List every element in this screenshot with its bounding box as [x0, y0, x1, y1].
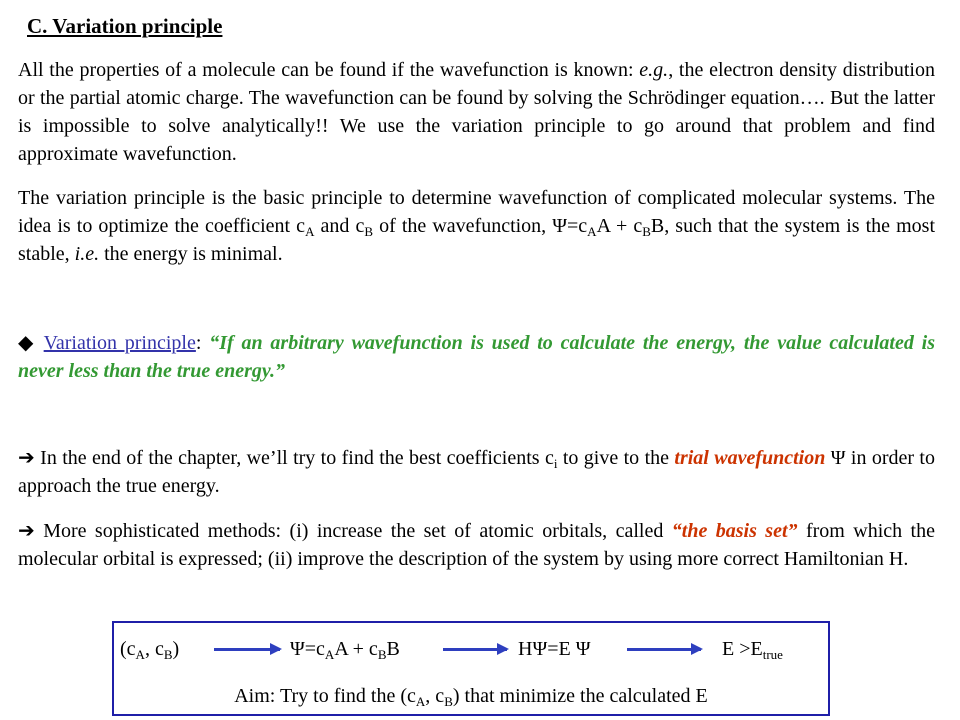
- schrodinger-step: HΨ=E Ψ: [518, 638, 591, 660]
- principle-quote: “If an arbitrary wavefunction is used to calculate the energy, the value calculated is never less than the true energy.”: [18, 332, 936, 382]
- step2-c: B: [386, 638, 400, 660]
- desc-text-d: A + c: [596, 215, 643, 237]
- aim-a: Aim: Try to find the (c: [234, 685, 416, 707]
- step2-sub-b: B: [377, 647, 387, 662]
- desc-sub-a: A: [305, 224, 315, 239]
- step2-a: Ψ=c: [290, 638, 325, 660]
- principle-term: Variation principle: [43, 332, 196, 354]
- aim-statement: [112, 683, 830, 709]
- diamond-bullet-icon: ◆: [18, 332, 37, 354]
- step1-a: (c: [120, 638, 136, 660]
- variation-principle-statement: [18, 329, 935, 385]
- trial-text-b: to give to the: [557, 447, 675, 469]
- desc-ie: i.e.: [74, 243, 100, 265]
- aim-b: , c: [425, 685, 445, 707]
- aim-sub-a: A: [415, 694, 426, 709]
- right-arrow-icon: ➔: [18, 447, 35, 469]
- desc-text-b: and c: [314, 215, 365, 237]
- desc-text-c: of the wavefunction, Ψ=c: [373, 215, 588, 237]
- trial-text-a: In the end of the chapter, we’ll try to find the best coefficients c: [34, 447, 554, 469]
- step2-sub-a: A: [324, 647, 335, 662]
- flow-arrow-2: [443, 648, 507, 651]
- step1-sub-a: A: [135, 647, 145, 662]
- desc-sub-d: B: [642, 224, 651, 239]
- intro-eg: e.g.: [639, 59, 669, 81]
- step1-b: , c: [144, 638, 164, 660]
- basis-set-term: “the basis set”: [671, 520, 798, 542]
- desc-text-f: the energy is minimal.: [99, 243, 283, 265]
- methods-text-b: from which the molecular orbital is expressed; (ii) improve the description of the system by using more correct Hamiltonian H.: [18, 520, 935, 570]
- desc-text-e: B, such that the system is the most stable,: [18, 215, 936, 265]
- desc-sub-c: A: [587, 224, 597, 239]
- desc-sub-b: B: [364, 224, 374, 239]
- intro-text-1: All the properties of a molecule can be found if the wavefunction is known:: [18, 59, 640, 81]
- section-title: C. Variation principle: [27, 14, 223, 38]
- aim-c: ) that minimize the calculated E: [452, 685, 708, 707]
- step1-c: ): [172, 638, 180, 660]
- step1-sub-b: B: [163, 647, 173, 662]
- intro-text-2: , the electron density distribution or the partial atomic charge. The wavefunction can be found by solving the Schrödinger equation…. But the latter is impossible to solve analytically!! We use the variation principle to go around that problem and find approximate wavefunction.: [18, 59, 935, 165]
- methods-text-a: More sophisticated methods: (i) increase the set of atomic orbitals, called: [34, 520, 672, 542]
- coefficients-step: [120, 636, 179, 662]
- variation-description-paragraph: [18, 184, 935, 268]
- wavefunction-step: [290, 636, 400, 662]
- flow-arrow-3: [627, 648, 701, 651]
- sophisticated-methods-paragraph: [18, 517, 935, 573]
- desc-text-a: The variation principle is the basic principle to determine wavefunction of complicated molecular systems. The idea is to optimize the coefficient c: [18, 187, 935, 237]
- step4-sub-true: true: [762, 647, 783, 662]
- trial-sub-i: i: [553, 456, 558, 471]
- step4-a: E >E: [722, 638, 763, 660]
- intro-paragraph: [18, 56, 935, 168]
- aim-sub-b: B: [444, 694, 453, 709]
- right-arrow-icon: ➔: [18, 520, 35, 542]
- step2-b: A + c: [334, 638, 378, 660]
- trial-wavefunction-paragraph: [18, 444, 935, 500]
- energy-step: [722, 636, 783, 662]
- trial-text-c: Ψ in order to approach the true energy.: [18, 447, 935, 497]
- trial-wavefunction-term: trial wavefunction: [674, 447, 826, 469]
- principle-colon: :: [195, 332, 210, 354]
- flow-arrow-1: [214, 648, 280, 651]
